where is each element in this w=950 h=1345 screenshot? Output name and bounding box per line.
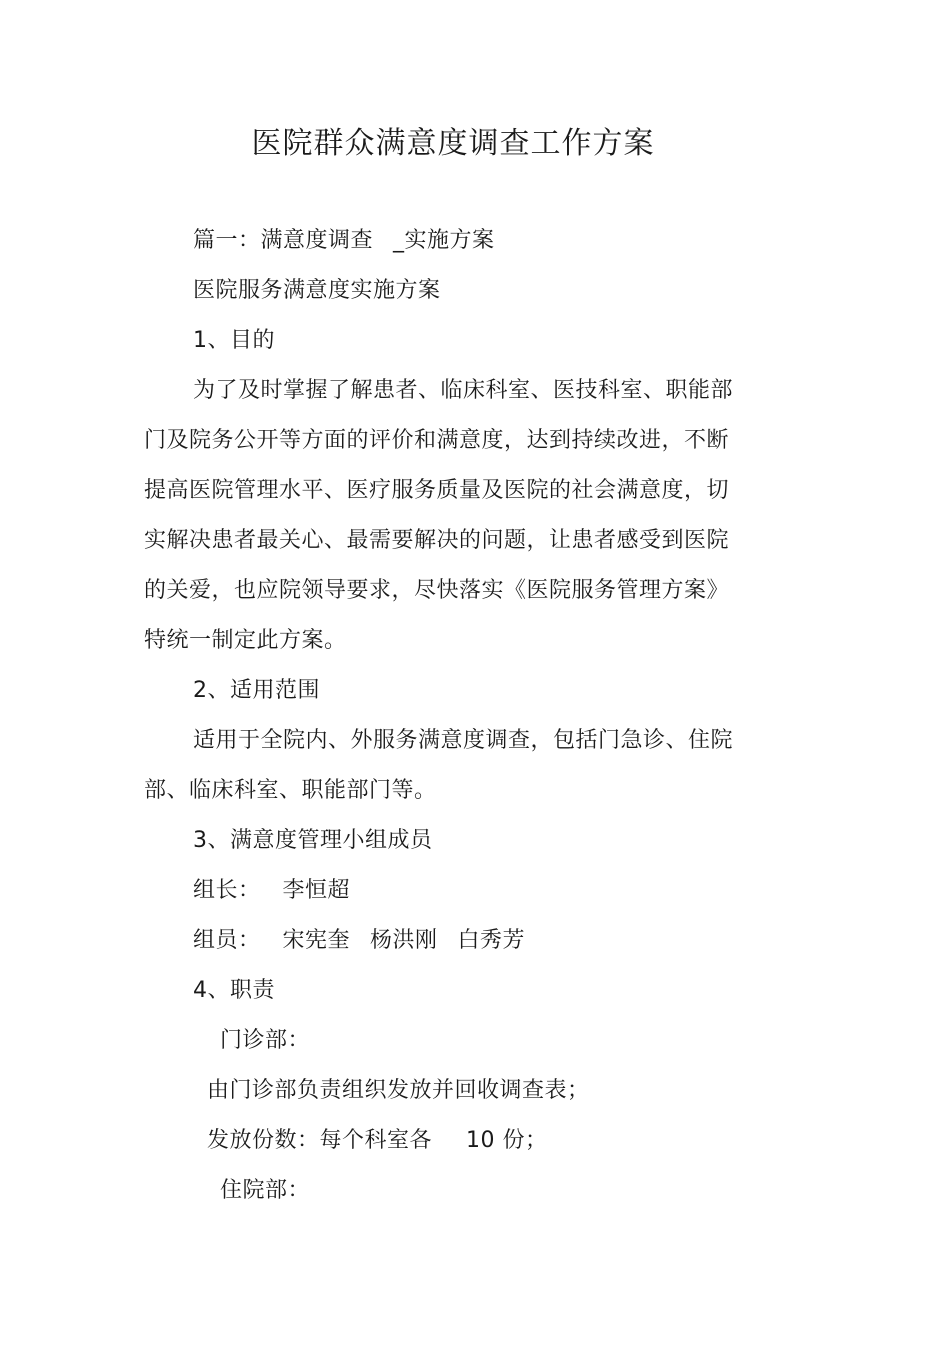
members-label: 组员： bbox=[193, 928, 261, 953]
section-1-paragraph-line: 为了及时掌握了解患者、临床科室、医技科室、职能部 bbox=[193, 378, 734, 403]
section-1-paragraph-line: 特统一制定此方案。 bbox=[144, 628, 347, 653]
leader-name: 李恒超 bbox=[282, 878, 351, 903]
section-1-heading: 1、目的 bbox=[193, 328, 275, 353]
outpatient-line: 由门诊部负责组织发放并回收调查表； bbox=[207, 1078, 590, 1103]
member-name: 杨洪刚 bbox=[370, 928, 438, 953]
leader-row bbox=[193, 876, 350, 906]
section-2-paragraph-line: 适用于全院内、外服务满意度调查，包括门急诊、住院 bbox=[193, 728, 734, 753]
members-row bbox=[193, 926, 525, 956]
distribution-count-value: 10 份； bbox=[466, 1128, 548, 1153]
outpatient-label: 门诊部： bbox=[220, 1028, 311, 1053]
section-4-heading: 4、职责 bbox=[193, 978, 275, 1003]
section-1-paragraph-line: 提高医院管理水平、医疗服务质量及医院的社会满意度，切 bbox=[144, 478, 730, 503]
chapter-heading-part2: _实施方案 bbox=[393, 228, 495, 253]
document-title: 医院群众满意度调查工作方案 bbox=[251, 126, 655, 161]
section-1-paragraph-line: 门及院务公开等方面的评价和满意度，达到持续改进，不断 bbox=[144, 428, 730, 453]
chapter-heading bbox=[193, 226, 495, 256]
subtitle: 医院服务满意度实施方案 bbox=[193, 278, 441, 303]
section-1-paragraph-line: 的关爱，也应院领导要求，尽快落实《医院服务管理方案》 bbox=[144, 578, 730, 603]
section-2-heading: 2、适用范围 bbox=[193, 678, 320, 703]
leader-label: 组长： bbox=[193, 878, 261, 903]
distribution-count-label: 发放份数：每个科室各 bbox=[207, 1128, 433, 1153]
distribution-count-row bbox=[207, 1126, 548, 1156]
section-2-paragraph-line: 部、临床科室、职能部门等。 bbox=[144, 778, 437, 803]
member-name: 宋宪奎 bbox=[282, 928, 351, 953]
chapter-heading-part1: 篇一：满意度调查 bbox=[193, 228, 374, 253]
member-name: 白秀芳 bbox=[457, 928, 526, 953]
inpatient-label: 住院部： bbox=[220, 1178, 311, 1203]
section-3-heading: 3、满意度管理小组成员 bbox=[193, 828, 433, 853]
section-1-paragraph-line: 实解决患者最关心、最需要解决的问题，让患者感受到医院 bbox=[144, 528, 730, 553]
